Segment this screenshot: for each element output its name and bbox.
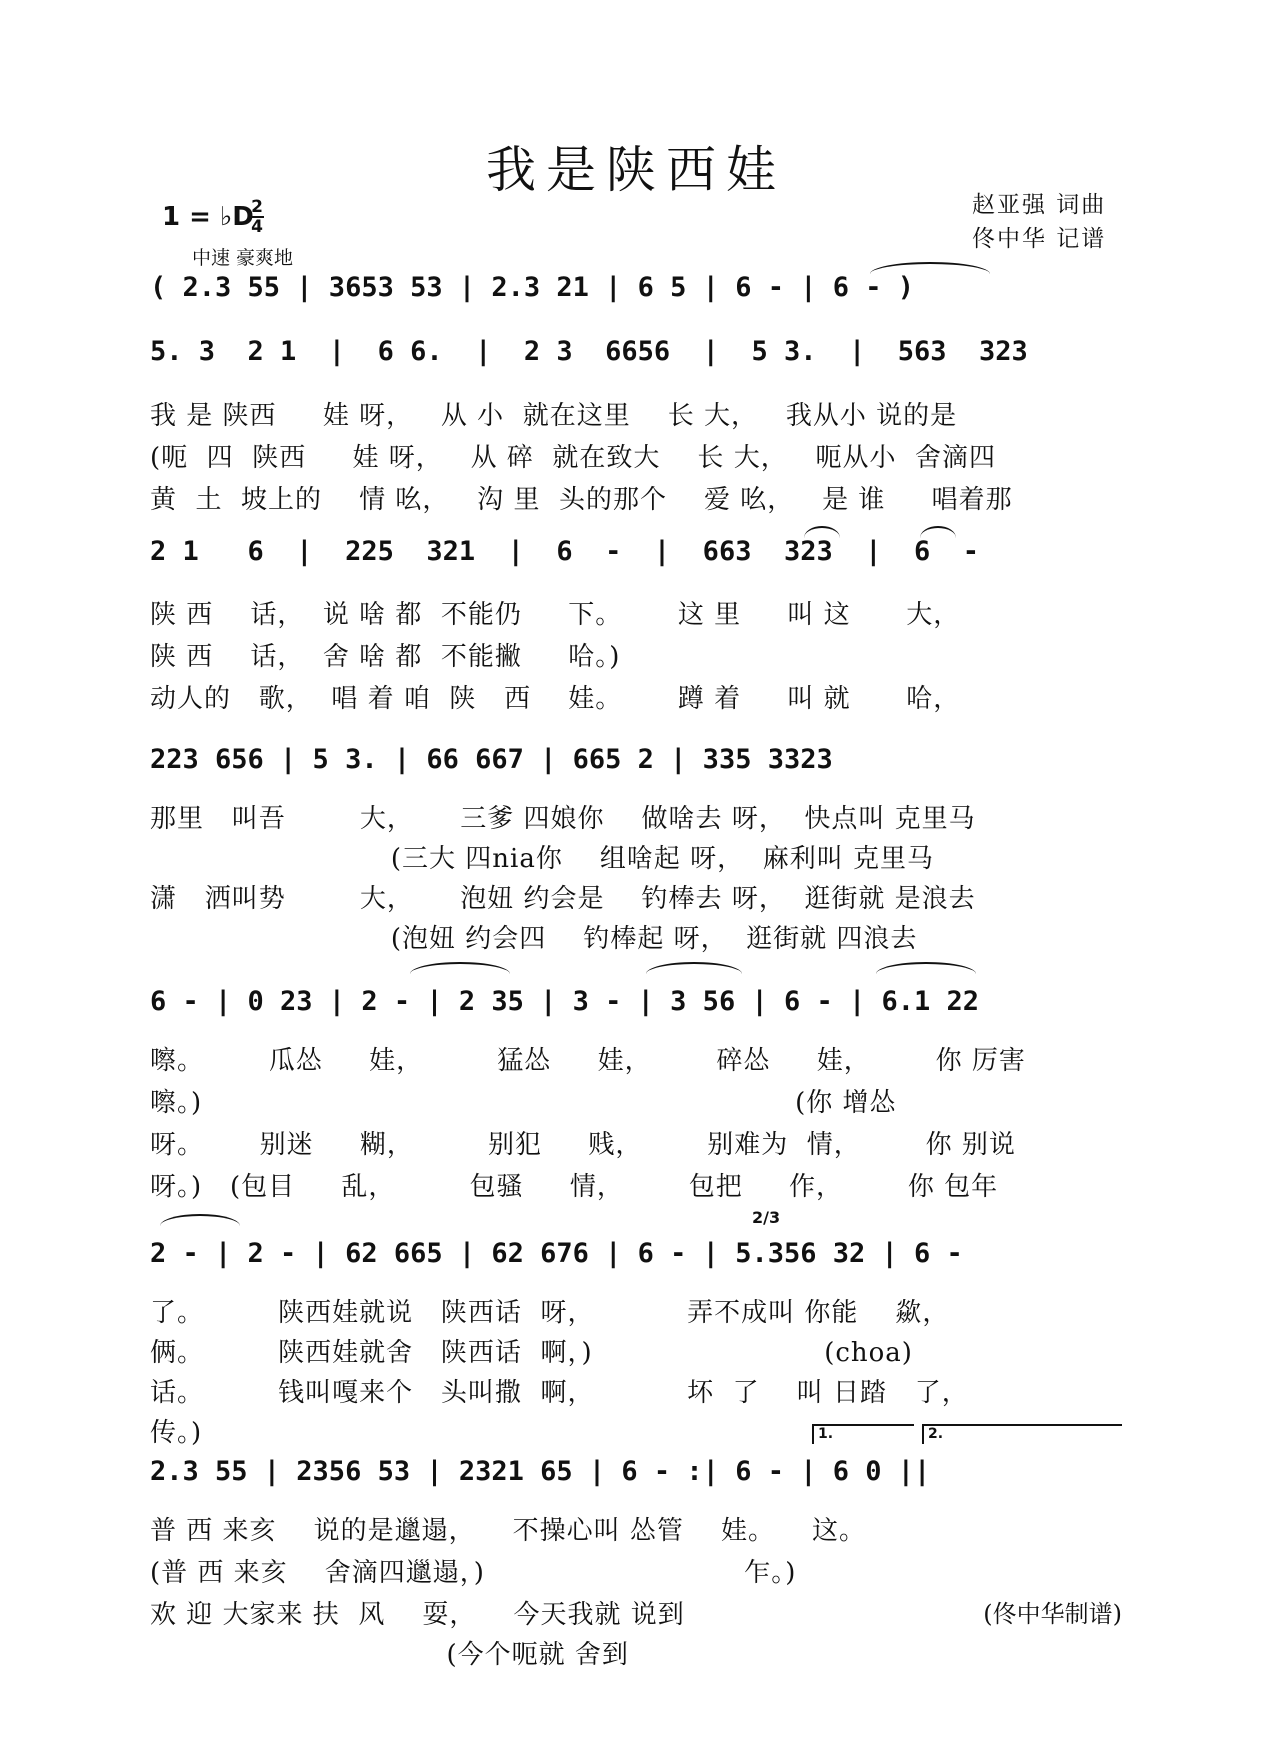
tie-slur [646, 962, 742, 974]
key-signature: 1 = ♭D [162, 202, 254, 232]
system-3-lyric-3: 动人的 歌， 唱 着 咱 陕 西 娃。 蹲 着 叫 就 哈， [150, 684, 961, 714]
system-5-lyric-2: 嚓。) (你 增怂 [150, 1088, 897, 1118]
credit-lyrics-music: 赵亚强 词曲 [972, 192, 1107, 218]
tie-slur [410, 962, 510, 974]
system-3-notes: 2 1 6 | 225 321 | 6 - | 663 323 | 6 - [150, 536, 980, 567]
tempo-marking: 中速 豪爽地 [192, 247, 294, 269]
time-sig-bottom: 4 [251, 217, 263, 237]
tie-slur [876, 962, 976, 974]
system-4-lyric-1: 那里 叫吾 大， 三爹 四娘你 做啥去 呀， 快点叫 克里马 [150, 804, 976, 834]
system-6-notes: 2 - | 2 - | 62 665 | 62 676 | 6 - | 5.356 32 | 6 - [150, 1238, 963, 1269]
system-4-lyric-2: (三大 四nia你 组啥起 呀， 麻利叫 克里马 [150, 844, 934, 874]
tie-slur [920, 526, 956, 538]
footer-note: (佟中华制谱) [983, 1600, 1122, 1628]
system-6-lyric-1: 了。 陕西娃就说 陕西话 呀， 弄不成叫 你能 歘， [150, 1298, 950, 1328]
system-5-lyric-4: 呀。) (包目 乱， 包骚 情， 包把 作， 你 包年 [150, 1172, 999, 1202]
system-4-lyric-4: (泡妞 约会四 钓棒起 呀， 逛街就 四浪去 [150, 924, 918, 954]
system-6-lyric-3: 话。 钱叫嘎来个 头叫撒 啊， 坏 了 叫 日踏 了， [150, 1378, 969, 1408]
tie-slur [804, 526, 840, 538]
system-2-lyric-2: (呃 四 陕西 娃 呀， 从 碎 就在致大 长 大， 呃从小 舍滴四 [150, 443, 997, 473]
system-4-notes: 223 656 | 5 3. | 66 667 | 665 2 | 335 3323 [150, 744, 833, 775]
system-4-lyric-3: 潇 洒叫势 大， 泡妞 约会是 钓棒去 呀， 逛街就 是浪去 [150, 884, 976, 914]
score-title: 我是陕西娃 [486, 141, 786, 199]
grace-note: 2/3 [752, 1208, 781, 1227]
credit-transcriber: 佟中华 记谱 [972, 226, 1107, 252]
system-7-lyric-3: 欢 迎 大家来 扶 风 耍， 今天我就 说到 [150, 1600, 685, 1630]
tie-slur [870, 262, 990, 274]
system-5-lyric-1: 嚓。 瓜怂 娃， 猛怂 娃， 碎怂 娃， 你 厉害 [150, 1046, 1026, 1076]
system-2-lyric-3: 黄 土 坡上的 情 吆， 沟 里 头的那个 爱 吆， 是 谁 唱着那 [150, 485, 1013, 515]
tie-slur [160, 1214, 240, 1226]
system-7-lyric-4: (今个呃就 舍到 [150, 1640, 629, 1670]
time-signature [250, 198, 264, 236]
system-1-notes: ( 2.3 55 | 3653 53 | 2.3 21 | 6 5 | 6 - | 6 - ) [150, 272, 915, 303]
volta-first: 1. [812, 1424, 914, 1444]
system-2-lyric-1: 我 是 陕西 娃 呀， 从 小 就在这里 长 大， 我从小 说的是 [150, 401, 958, 431]
system-2-notes: 5. 3 2 1 | 6 6. | 2 3 6656 | 5 3. | 563 323 [150, 336, 1028, 367]
system-7-lyric-2: (普 西 来亥 舍滴四邋遢，) 乍。) [150, 1558, 797, 1588]
system-6-lyric-4: 传。) [150, 1418, 203, 1448]
system-5-notes: 6 - | 0 23 | 2 - | 2 35 | 3 - | 3 56 | 6 - | 6.1 22 [150, 986, 980, 1017]
system-7-lyric-1: 普 西 来亥 说的是邋遢， 不操心叫 怂管 娃。 这。 [150, 1516, 867, 1546]
time-sig-top: 2 [251, 197, 263, 217]
system-7-notes: 2.3 55 | 2356 53 | 2321 65 | 6 - :| 6 - | 6 0 || [150, 1456, 931, 1487]
system-3-lyric-2: 陕 西 话， 舍 啥 都 不能撇 哈。) [150, 642, 621, 672]
system-3-lyric-1: 陕 西 话， 说 啥 都 不能仍 下。 这 里 叫 这 大， [150, 600, 961, 630]
volta-second: 2. [922, 1424, 1122, 1444]
system-5-lyric-3: 呀。 别迷 糊， 别犯 贱， 别难为 情， 你 别说 [150, 1130, 1016, 1160]
system-6-lyric-2: 俩。 陕西娃就舍 陕西话 啊，) (choa) [150, 1338, 913, 1368]
